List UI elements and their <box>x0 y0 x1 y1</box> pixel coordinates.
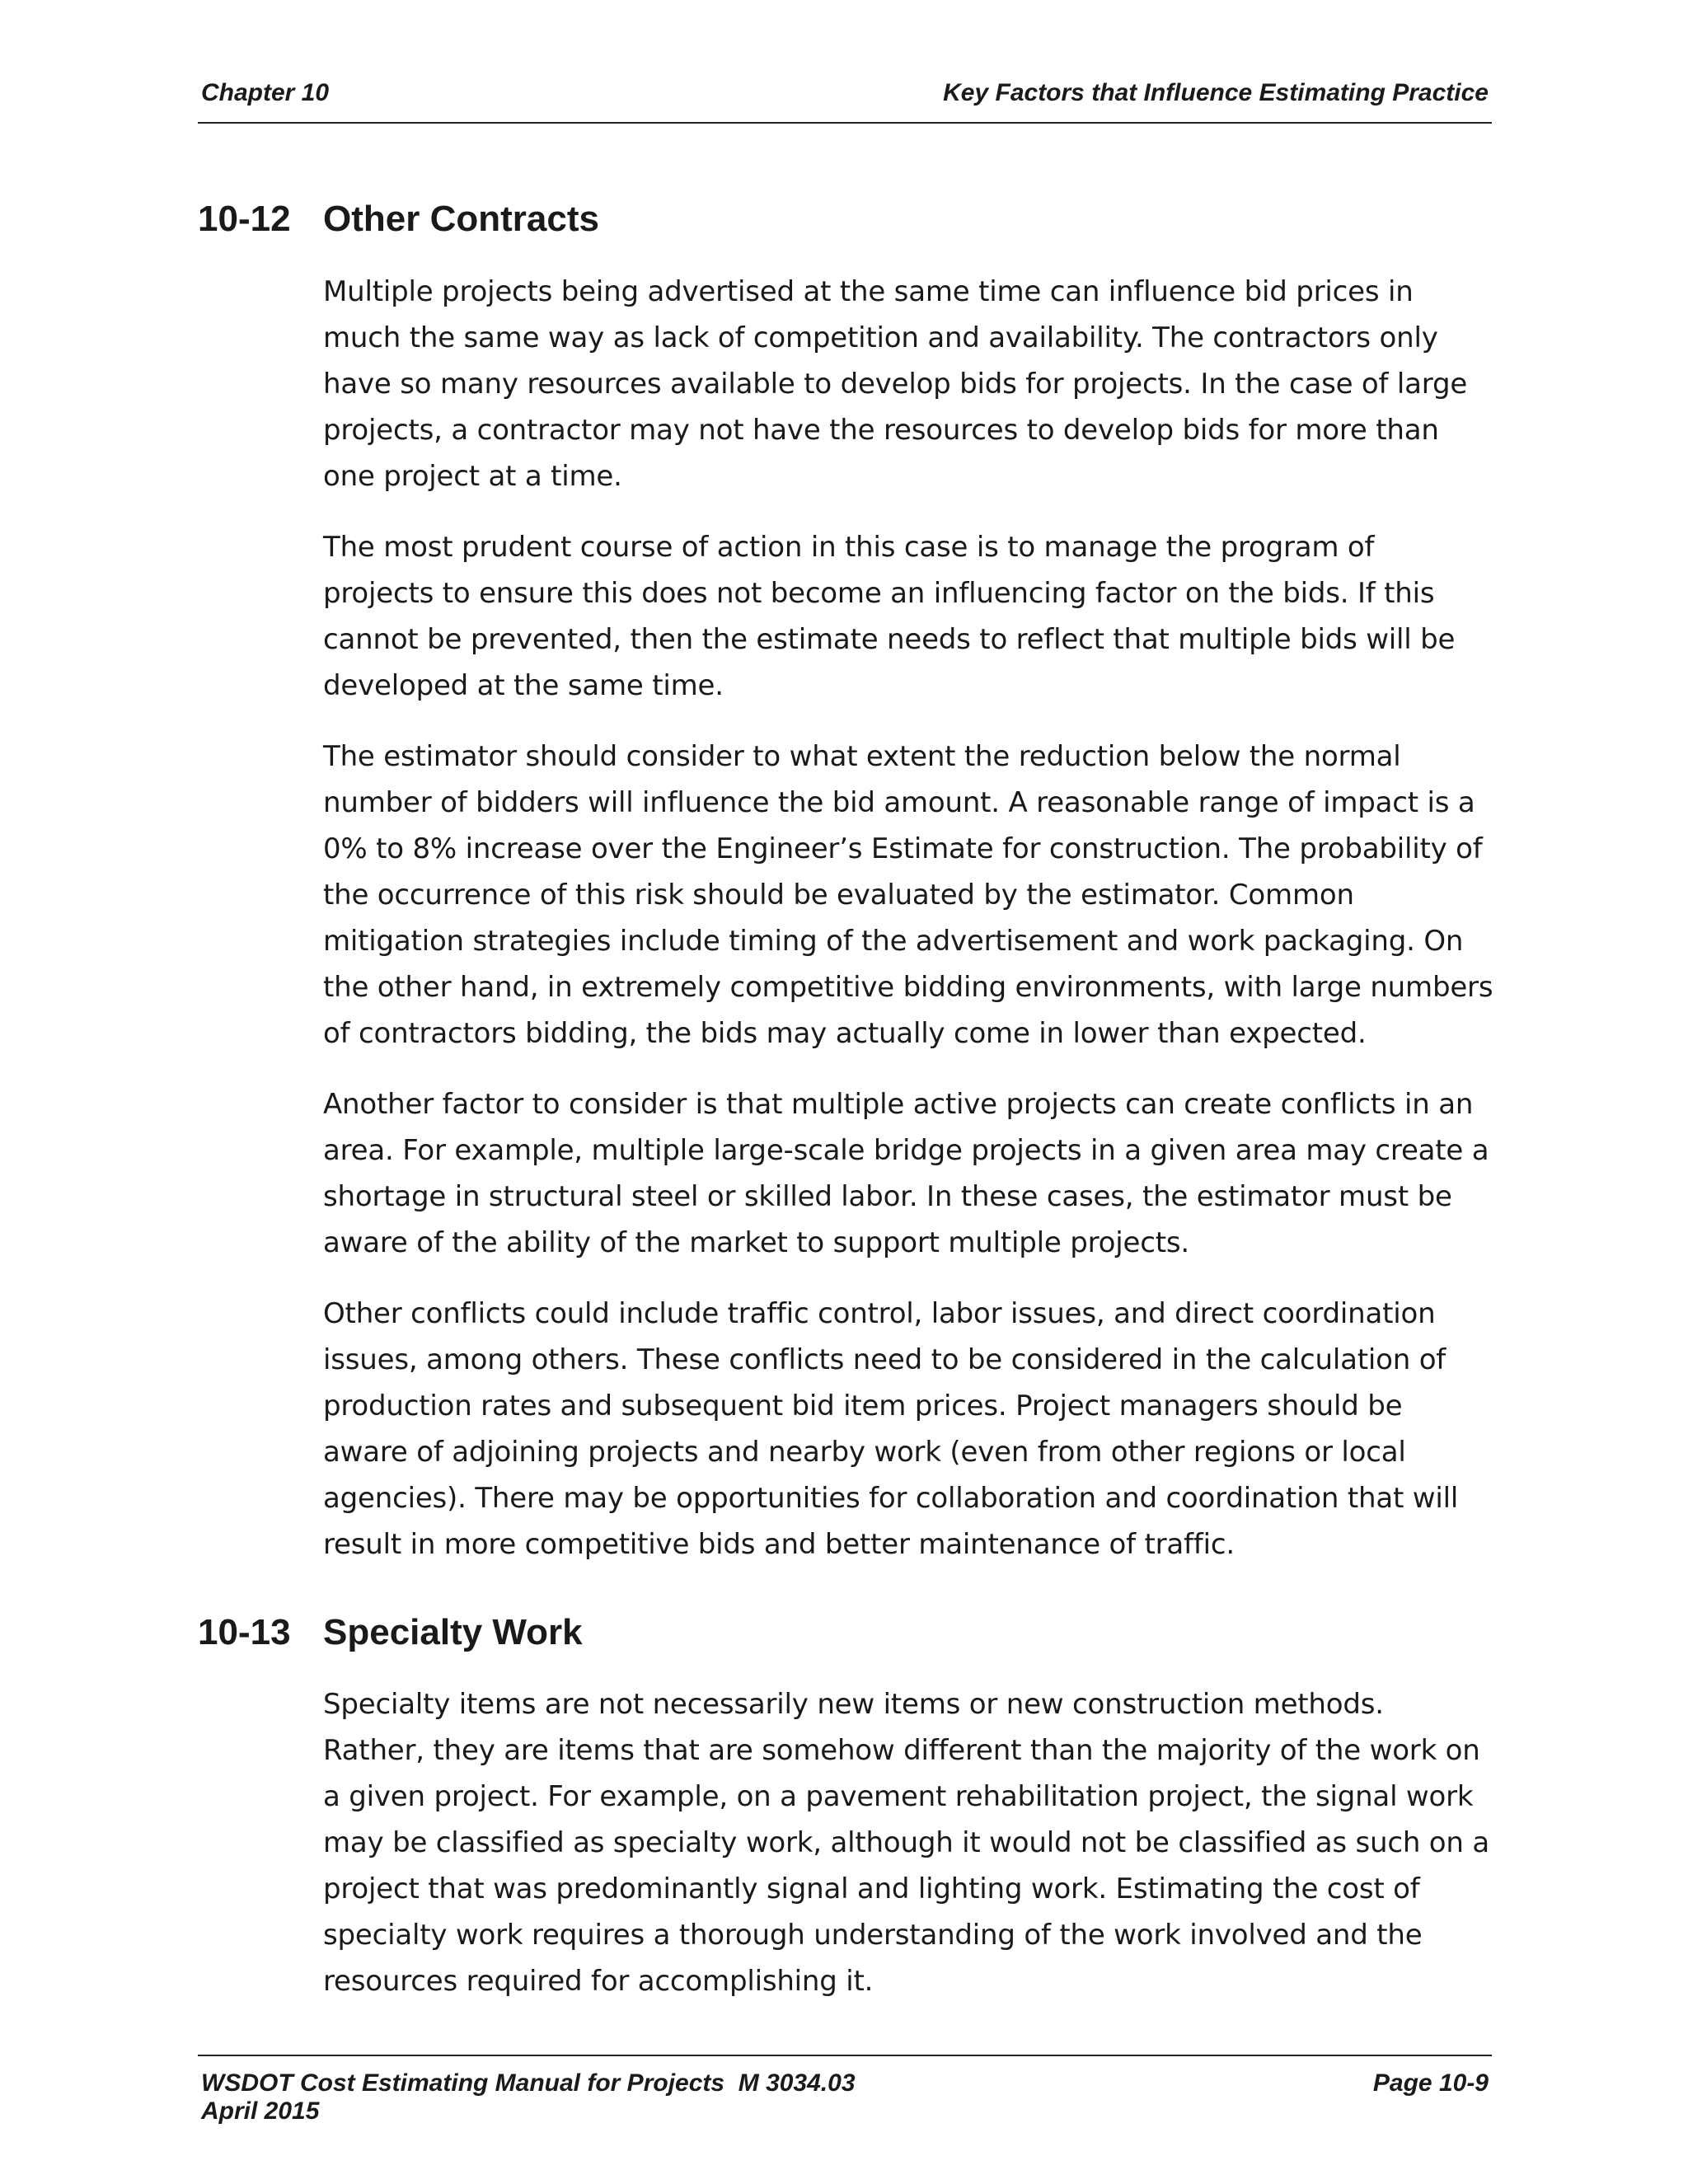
page-footer <box>198 2055 1492 2125</box>
section-number: 10-12 <box>198 199 291 239</box>
section-body-specialty-work <box>323 1681 1493 2029</box>
paragraph: Multiple projects being advertised at the same time can influence bid prices in much the same way as lack of competition and availability. The contractors only have so many resources available to develop bids for projects. In the case of large projects, a contractor may not have the resources to develop bids for more than one project at a time. <box>323 275 1468 493</box>
chapter-label: Chapter 10 <box>201 79 330 106</box>
section-heading-10-12 <box>198 196 599 242</box>
section-heading-10-13 <box>198 1610 583 1656</box>
page-header <box>198 76 1492 124</box>
section-body-other-contracts <box>323 269 1493 1592</box>
paragraph: The most prudent course of action in this case is to manage the program of projects to ensure this does not become an influencing factor on the bids. If this cannot be prevented, then the estimate needs to reflect that multiple bids will be developed at the same time. <box>323 531 1456 702</box>
section-title: Other Contracts <box>323 199 599 239</box>
paragraph: The estimator should consider to what extent the reduction below the normal number of bidders will influence the bid amount. A reasonable range of impact is a 0% to 8% increase over the Engineer’s Estimate for construction. The probability of the occurrence of this risk should be evaluated by the estimator. Common mitigation strategies include timing of the advertisement and work packaging. On the other hand, in extremely competitive bidding environments, with large numbers of contractors bidding, the bids may actually come in lower than expected. <box>323 740 1493 1050</box>
footer-left <box>201 2069 856 2125</box>
section-number: 10-13 <box>198 1612 291 1652</box>
publication-date: April 2015 <box>201 2097 320 2125</box>
chapter-title: Key Factors that Influence Estimating Practice <box>943 79 1489 106</box>
paragraph: Other conflicts could include traffic control, labor issues, and direct coordination issues, among others. These conflicts need to be considered in the calculation of production rates and subsequent bid item prices. Project managers should be aware of adjoining projects and nearby work (even from other regions or local agencies). There may be opportunities for collaboration and coordination that will result in more competitive bids and better maintenance of traffic. <box>323 1297 1459 1561</box>
page-number: Page 10-9 <box>1372 2069 1489 2097</box>
section-title: Specialty Work <box>323 1612 583 1652</box>
manual-title: WSDOT Cost Estimating Manual for Projects M 3034.03 <box>201 2069 856 2097</box>
paragraph: Specialty items are not necessarily new items or new construction methods. Rather, they are items that are somehow different than the majority of the work on a given project. For example, on a pavement rehabilitation project, the signal work may be classified as specialty work, although it would not be classified as such on a project that was predominantly signal and lighting work. Estimating the cost of specialty work requires a thorough understanding of the work involved and the resources required for accomplishing it. <box>323 1688 1489 1998</box>
paragraph: Another factor to consider is that multiple active projects can create conflicts in an area. For example, multiple large-scale bridge projects in a given area may create a shortage in structural steel or skilled labor. In these cases, the estimator must be aware of the ability of the market to support multiple projects. <box>323 1088 1489 1259</box>
